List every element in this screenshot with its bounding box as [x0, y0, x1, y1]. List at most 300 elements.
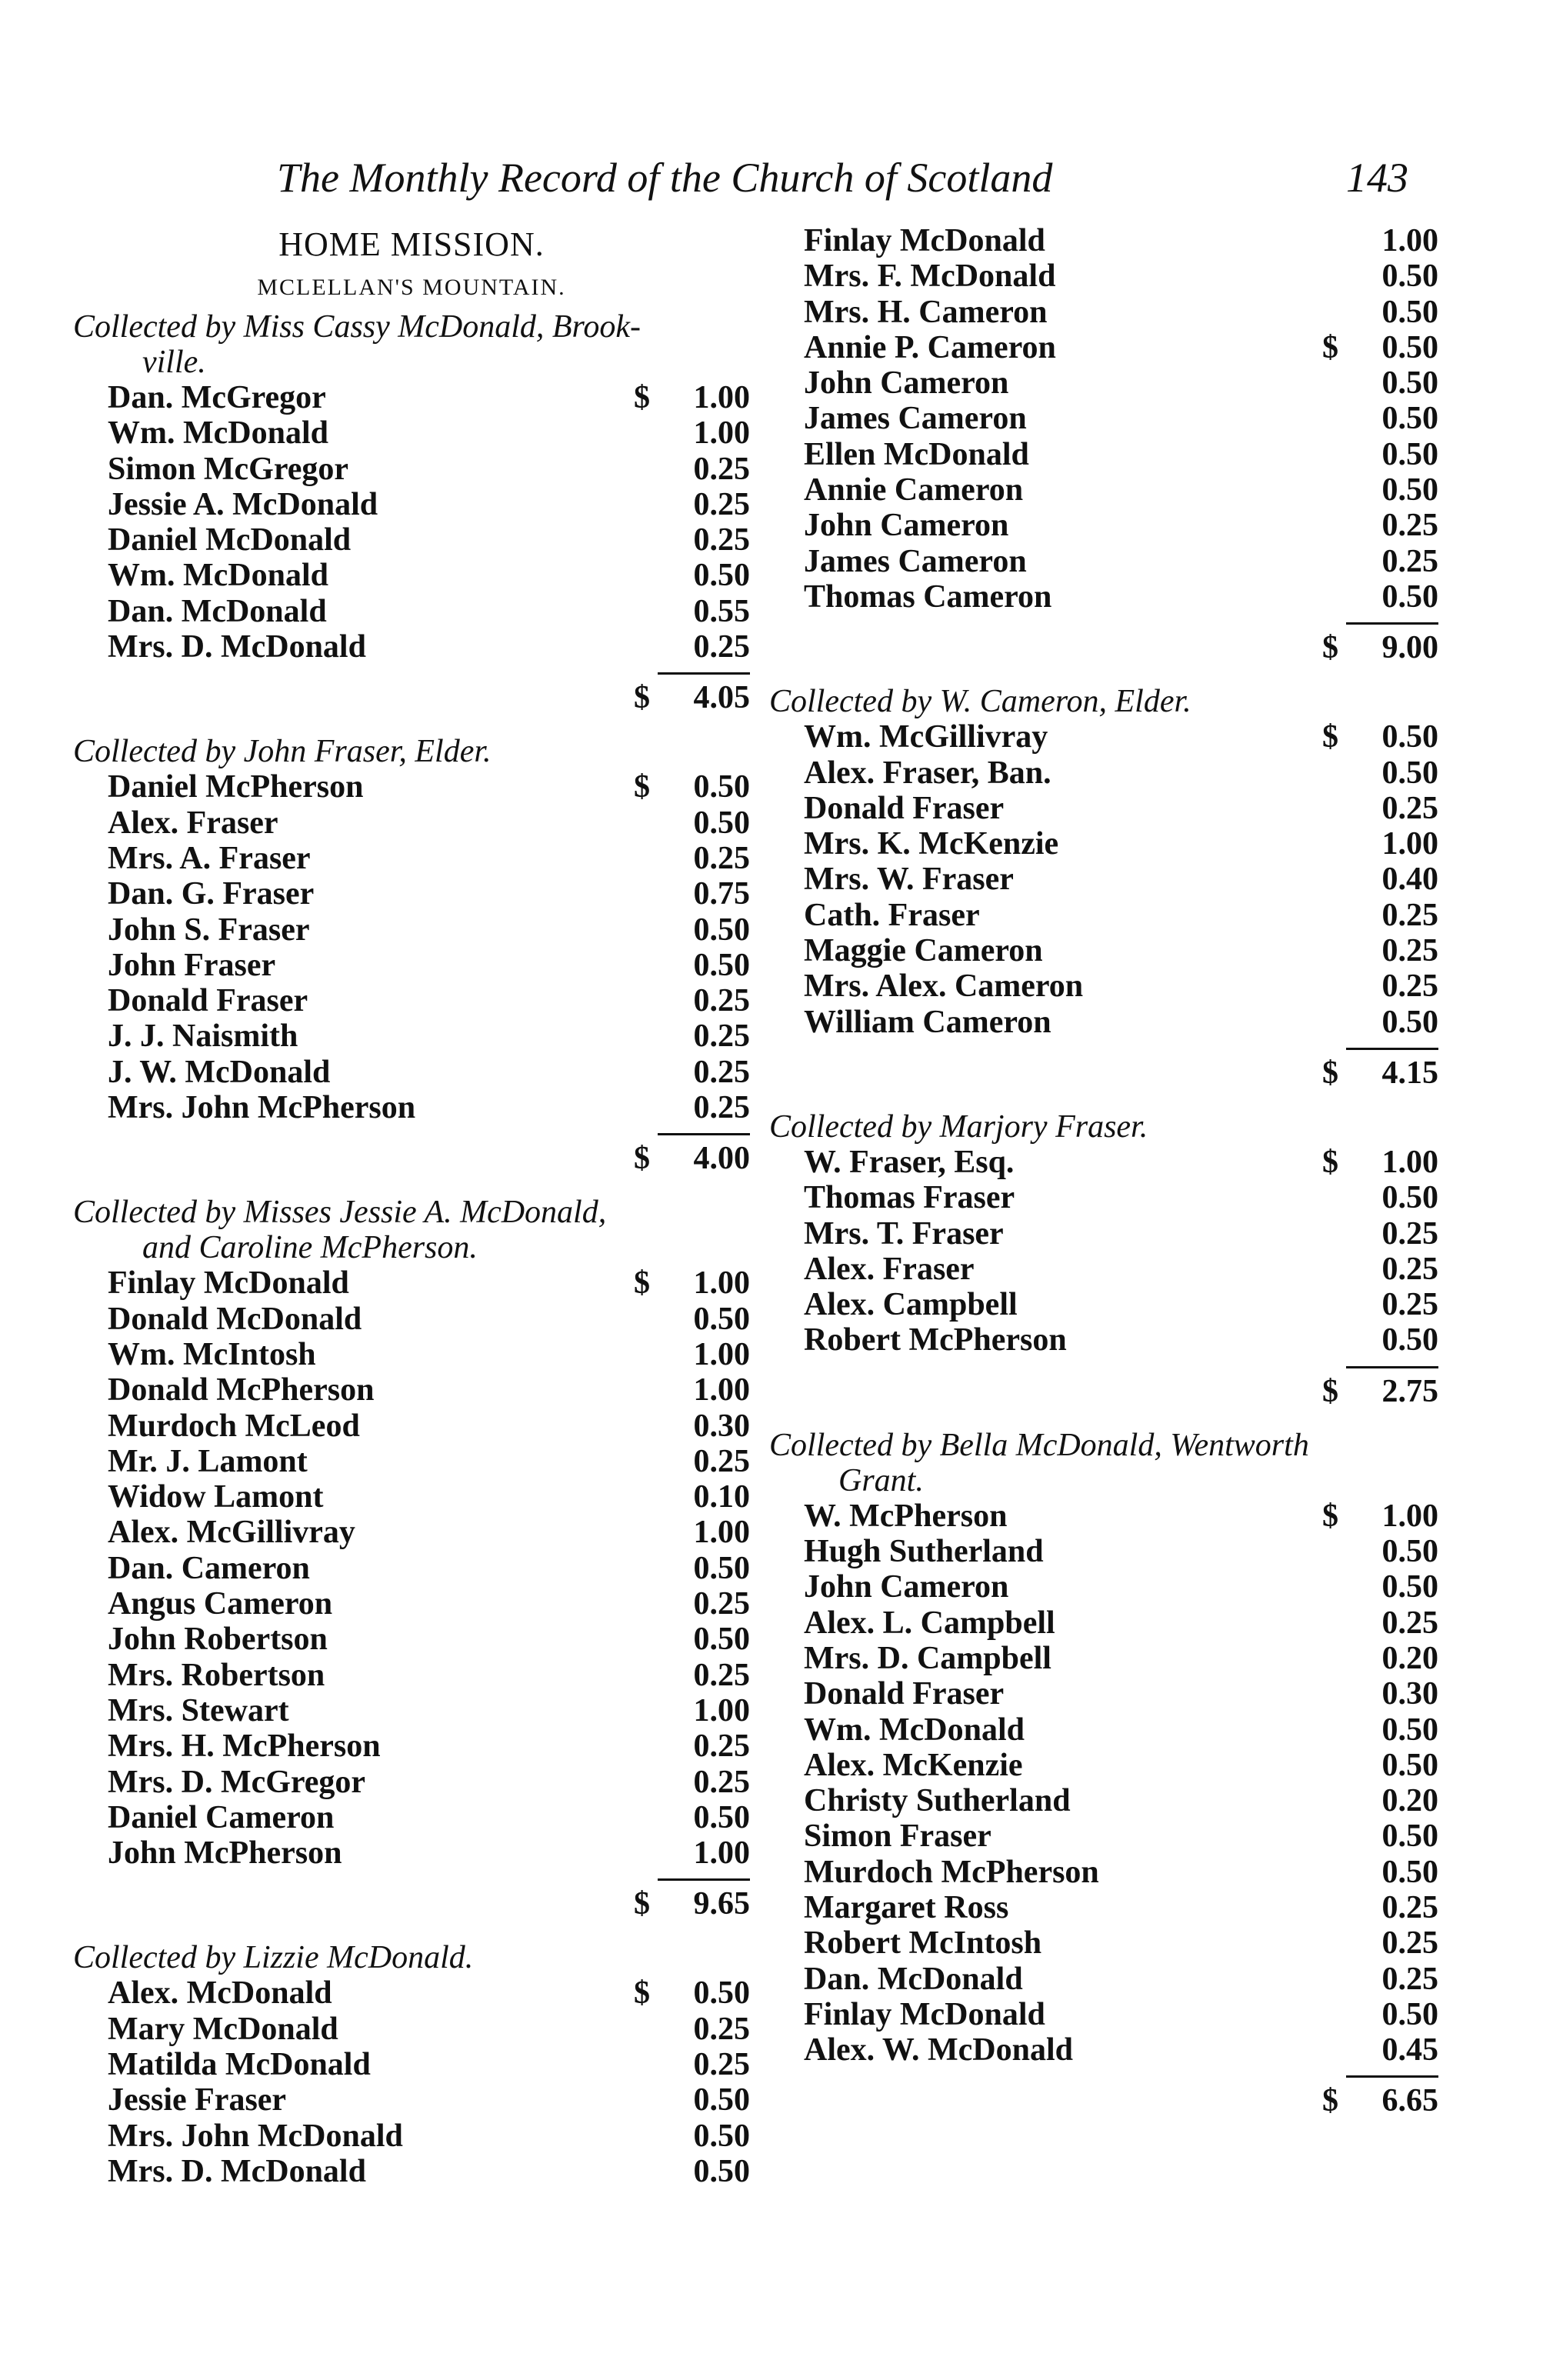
contribution-row	[73, 2118, 750, 2154]
contribution-amount: 0.25	[1381, 1961, 1438, 1997]
contribution-row	[73, 1835, 750, 1871]
contribution-amount: 0.25	[1381, 1215, 1438, 1252]
contribution-row	[769, 330, 1438, 365]
contributor-name: Annie Cameron	[804, 472, 1024, 508]
dollar-sign: $	[634, 1265, 650, 1302]
contributor-name: Christy Sutherland	[804, 1783, 1071, 1819]
collection-group	[73, 734, 750, 1195]
contribution-row	[769, 1498, 1438, 1534]
contribution-row	[769, 544, 1438, 579]
contributor-name: Mr. J. Lamont	[108, 1443, 308, 1479]
contributor-name: Mrs. A. Fraser	[108, 840, 311, 876]
contribution-amount: 1.00	[693, 415, 750, 452]
contribution-row	[769, 1962, 1438, 1997]
contributor-name: James Cameron	[804, 401, 1027, 437]
contributor-name: Mrs. Stewart	[108, 1692, 289, 1728]
contribution-row	[769, 968, 1438, 1004]
contribution-amount: 1.00	[1381, 1144, 1438, 1180]
contribution-amount: 0.50	[693, 558, 750, 594]
contribution-row	[769, 1855, 1438, 1890]
contributor-name: Jessie A. McDonald	[108, 486, 378, 522]
contributor-name: Thomas Cameron	[804, 578, 1052, 615]
total-rule	[73, 1871, 750, 1886]
contributor-name: Maggie Cameron	[804, 933, 1043, 969]
contribution-row	[73, 2047, 750, 2082]
group-total-row	[73, 1886, 750, 1922]
contribution-row	[769, 1748, 1438, 1783]
group-total-row	[769, 630, 1438, 665]
contribution-amount: 0.25	[693, 1764, 750, 1800]
contribution-row	[73, 1479, 750, 1515]
contribution-row	[73, 629, 750, 665]
contributor-name: Robert McIntosh	[804, 1925, 1042, 1962]
contribution-row	[769, 1534, 1438, 1569]
dollar-sign: $	[634, 680, 650, 716]
contribution-amount: 0.50	[1381, 294, 1438, 330]
contributor-name: John Cameron	[804, 508, 1009, 544]
contributor-name: Dan. Cameron	[108, 1550, 310, 1586]
contribution-row	[73, 2082, 750, 2118]
contribution-row	[73, 1800, 750, 1835]
group-spacer	[73, 1922, 750, 1940]
contributor-name: Wm. McDonald	[804, 1712, 1025, 1748]
contribution-row	[73, 1444, 750, 1479]
contribution-amount: 0.50	[693, 769, 750, 805]
contribution-amount: 0.50	[693, 1301, 750, 1337]
contribution-amount: 0.50	[1381, 1712, 1438, 1748]
contributor-name: J. J. Naismith	[108, 1018, 298, 1055]
contribution-amount: 0.50	[1381, 1747, 1438, 1783]
dollar-sign: $	[634, 1886, 650, 1922]
contribution-amount: 0.30	[693, 1408, 750, 1444]
contribution-amount: 0.25	[1381, 1287, 1438, 1323]
contribution-row	[73, 1586, 750, 1622]
contribution-row	[769, 1569, 1438, 1605]
collector-line: Grant.	[838, 1462, 924, 1498]
group-spacer	[769, 665, 1438, 684]
contribution-row	[769, 472, 1438, 508]
contribution-amount: 1.00	[693, 1265, 750, 1302]
contribution-amount: 0.25	[693, 522, 750, 558]
contribution-amount: 0.25	[693, 629, 750, 665]
contribution-row	[73, 1658, 750, 1693]
contribution-amount: 1.00	[1381, 223, 1438, 258]
contributor-name: Robert McPherson	[804, 1322, 1067, 1358]
dollar-sign: $	[634, 1141, 650, 1177]
contributor-name: Mrs. H. Cameron	[804, 294, 1048, 330]
contribution-row	[769, 1890, 1438, 1925]
contribution-row	[769, 1322, 1438, 1358]
left-collections	[73, 309, 750, 2208]
contributor-name: Alex. Fraser	[804, 1251, 975, 1287]
contribution-row	[769, 1145, 1438, 1180]
dollar-sign: $	[1322, 630, 1338, 666]
contributor-name: Dan. McDonald	[804, 1961, 1023, 1997]
contribution-amount: 1.00	[693, 1372, 750, 1408]
contribution-row	[73, 1551, 750, 1586]
contributor-name: Alex. McGillivray	[108, 1515, 355, 1551]
contributor-name: Thomas Fraser	[804, 1180, 1015, 1216]
contribution-amount: 0.25	[693, 983, 750, 1019]
contributor-name: Mrs. W. Fraser	[804, 862, 1014, 898]
contributor-name: Alex. McKenzie	[804, 1747, 1023, 1783]
collection-group	[769, 1428, 1438, 2138]
contribution-amount: 0.25	[693, 2011, 750, 2047]
group-total-row	[769, 2083, 1438, 2118]
contributor-name: James Cameron	[804, 543, 1027, 579]
contribution-row	[73, 1265, 750, 1301]
contribution-amount: 0.50	[1381, 1996, 1438, 2032]
contributor-name: Wm. McDonald	[108, 558, 328, 594]
contribution-amount: 0.25	[1381, 1605, 1438, 1641]
contribution-amount: 0.75	[693, 876, 750, 912]
contribution-row	[769, 437, 1438, 472]
contribution-amount: 1.00	[693, 380, 750, 415]
group-spacer	[769, 1091, 1438, 1109]
contributor-name: Donald Fraser	[804, 790, 1005, 826]
contributor-name: Mrs. Robertson	[108, 1657, 325, 1693]
contributor-name: Murdoch McLeod	[108, 1408, 360, 1444]
contributor-name: Finlay McDonald	[108, 1265, 349, 1302]
contribution-amount: 0.25	[1381, 543, 1438, 579]
group-spacer	[769, 1409, 1438, 1428]
group-total-row	[769, 1055, 1438, 1091]
contribution-row	[769, 1005, 1438, 1040]
contributor-name: Alex. Fraser	[108, 805, 278, 841]
contribution-row	[769, 1252, 1438, 1287]
collection-group	[769, 1109, 1438, 1428]
contributor-name: John S. Fraser	[108, 912, 310, 948]
contribution-amount: 1.00	[1381, 1498, 1438, 1534]
contributor-name: Dan. G. Fraser	[108, 876, 315, 912]
contribution-amount: 0.25	[1381, 1925, 1438, 1962]
page-number: 143	[1346, 155, 1408, 201]
contribution-row	[73, 1515, 750, 1550]
contribution-row	[769, 1818, 1438, 1854]
right-column	[769, 223, 1438, 2137]
group-spacer	[769, 2118, 1438, 2137]
collection-group	[73, 1195, 750, 1940]
contribution-amount: 0.45	[1381, 2032, 1438, 2068]
group-total-row	[769, 1374, 1438, 1409]
contribution-amount: 1.00	[693, 1336, 750, 1372]
dollar-sign: $	[1322, 329, 1338, 365]
contributor-name: Finlay McDonald	[804, 223, 1045, 258]
contribution-row	[73, 452, 750, 487]
contribution-amount: 0.25	[1381, 897, 1438, 933]
contribution-row	[769, 1287, 1438, 1322]
dollar-sign: $	[1322, 1144, 1338, 1180]
contributor-name: Daniel Cameron	[108, 1799, 335, 1835]
contribution-row	[73, 594, 750, 629]
contribution-row	[73, 487, 750, 522]
total-rule	[769, 2068, 1438, 2083]
contribution-row	[769, 365, 1438, 401]
contributor-name: John Cameron	[804, 1569, 1009, 1605]
contribution-amount: 0.25	[693, 1586, 750, 1622]
contribution-amount: 0.50	[1381, 1322, 1438, 1358]
contributor-name: Wm. McGillivray	[804, 719, 1048, 755]
contribution-row	[73, 1975, 750, 2011]
contribution-amount: 0.50	[1381, 1180, 1438, 1216]
contribution-row	[73, 1728, 750, 1764]
contribution-amount: 1.00	[693, 1692, 750, 1728]
contribution-amount: 0.50	[1381, 1004, 1438, 1040]
group-spacer	[73, 715, 750, 734]
contributor-name: Widow Lamont	[108, 1479, 324, 1515]
contributor-name: Angus Cameron	[108, 1586, 333, 1622]
contribution-row	[73, 912, 750, 948]
contribution-row	[73, 1372, 750, 1408]
contributor-name: Simon Fraser	[804, 1818, 991, 1855]
contribution-amount: 0.20	[1381, 1783, 1438, 1819]
collector-line: ville.	[142, 345, 206, 380]
dollar-sign: $	[1322, 1373, 1338, 1409]
contribution-amount: 0.50	[1381, 401, 1438, 437]
contribution-row	[73, 841, 750, 876]
contribution-row	[73, 1302, 750, 1337]
contribution-amount: 0.50	[693, 912, 750, 948]
group-total: 4.05	[693, 680, 750, 716]
contributor-name: Dan. McDonald	[108, 593, 327, 629]
contributor-name: Donald McPherson	[108, 1372, 375, 1408]
contribution-row	[73, 876, 750, 912]
contribution-row	[769, 295, 1438, 330]
group-total-row	[73, 680, 750, 715]
contribution-amount: 0.25	[693, 1657, 750, 1693]
dollar-sign: $	[634, 1975, 650, 2012]
contribution-row	[73, 1408, 750, 1444]
contributor-name: Daniel McDonald	[108, 522, 352, 558]
contribution-amount: 0.25	[1381, 1251, 1438, 1287]
right-collections	[769, 223, 1438, 2137]
contributor-name: Donald McDonald	[108, 1301, 362, 1337]
contribution-amount: 0.50	[1381, 365, 1438, 402]
group-total: 4.00	[693, 1141, 750, 1177]
contributor-name: Mrs. Alex. Cameron	[804, 968, 1084, 1005]
contribution-row	[769, 1712, 1438, 1748]
contribution-row	[769, 1997, 1438, 2032]
contributor-name: John McPherson	[108, 1835, 342, 1872]
contribution-row	[73, 1055, 750, 1090]
contributor-name: John Robertson	[108, 1622, 328, 1658]
contributor-name: Mrs. T. Fraser	[804, 1215, 1004, 1252]
contributor-name: Margaret Ross	[804, 1889, 1009, 1925]
contribution-row	[769, 579, 1438, 615]
contribution-row	[73, 380, 750, 415]
contribution-amount: 0.50	[693, 2118, 750, 2154]
contribution-amount: 0.25	[1381, 508, 1438, 544]
contributor-name: Daniel McPherson	[108, 769, 364, 805]
contribution-row	[769, 1641, 1438, 1676]
contribution-row	[769, 933, 1438, 968]
collector-line: Collected by Miss Cassy McDonald, Brook-	[73, 309, 641, 345]
dollar-sign: $	[634, 380, 650, 415]
running-title: The Monthly Record of the Church of Scotland	[277, 155, 1053, 201]
contribution-row	[769, 826, 1438, 862]
contributor-name: Mrs. D. Campbell	[804, 1640, 1051, 1676]
contribution-amount: 0.50	[1381, 719, 1438, 755]
contribution-amount: 0.25	[1381, 933, 1438, 969]
contributor-name: Mary McDonald	[108, 2011, 338, 2047]
contribution-row	[769, 1783, 1438, 1818]
contribution-amount: 0.20	[1381, 1640, 1438, 1676]
group-total-row	[73, 1141, 750, 1176]
contributor-name: Mrs. H. McPherson	[108, 1728, 381, 1765]
total-rule	[73, 665, 750, 680]
contributor-name: Alex. Campbell	[804, 1287, 1018, 1323]
contribution-row	[73, 2154, 750, 2189]
contribution-amount: 0.50	[1381, 1854, 1438, 1890]
contribution-amount: 0.25	[1381, 968, 1438, 1005]
contributor-name: Finlay McDonald	[804, 1996, 1045, 2032]
contribution-row	[769, 223, 1438, 258]
contribution-row	[73, 1765, 750, 1800]
contributor-name: Cath. Fraser	[804, 897, 980, 933]
collection-group	[73, 309, 750, 734]
total-rule	[769, 1040, 1438, 1055]
collector-line: Collected by W. Cameron, Elder.	[769, 684, 1191, 720]
group-total: 4.15	[1381, 1055, 1438, 1091]
dollar-sign: $	[1322, 1498, 1338, 1534]
contribution-amount: 0.50	[1381, 1569, 1438, 1605]
contribution-amount: 0.50	[1381, 472, 1438, 508]
dollar-sign: $	[1322, 2083, 1338, 2119]
contribution-amount: 0.50	[1381, 258, 1438, 295]
contribution-row	[73, 948, 750, 983]
collection-group	[769, 223, 1438, 684]
contribution-row	[769, 258, 1438, 294]
contributor-name: Mrs. John McDonald	[108, 2118, 403, 2154]
contributor-name: Mrs. F. McDonald	[804, 258, 1056, 295]
contributor-name: Mrs. D. McGregor	[108, 1764, 366, 1800]
contribution-amount: 0.50	[1381, 1534, 1438, 1570]
left-column	[73, 223, 750, 2208]
contribution-amount: 0.50	[693, 1799, 750, 1835]
contribution-amount: 0.50	[1381, 436, 1438, 472]
contribution-row	[73, 522, 750, 558]
contribution-amount: 0.25	[1381, 1889, 1438, 1925]
contribution-row	[73, 1337, 750, 1372]
contributor-name: Wm. McDonald	[108, 415, 328, 452]
contributor-name: W. Fraser, Esq.	[804, 1144, 1015, 1180]
contribution-row	[769, 755, 1438, 791]
contribution-amount: 0.10	[693, 1479, 750, 1515]
collection-group	[769, 684, 1438, 1109]
contribution-row	[73, 769, 750, 805]
contribution-row	[73, 1090, 750, 1125]
group-spacer	[73, 2189, 750, 2208]
contributor-name: Jessie Fraser	[108, 2082, 287, 2118]
contributor-name: Alex. Fraser, Ban.	[804, 755, 1051, 791]
contribution-amount: 0.50	[1381, 329, 1438, 365]
total-rule	[73, 1125, 750, 1141]
contributor-name: Wm. McIntosh	[108, 1336, 316, 1372]
dollar-sign: $	[634, 769, 650, 805]
contributor-name: Mrs. John McPherson	[108, 1090, 416, 1126]
collection-group	[73, 1940, 750, 2208]
collector-line: Collected by Marjory Fraser.	[769, 1108, 1148, 1145]
contribution-row	[769, 2032, 1438, 2068]
contributor-name: Donald Fraser	[804, 1676, 1005, 1712]
contributor-name: Alex. W. McDonald	[804, 2032, 1074, 2068]
contribution-amount: 1.00	[693, 1515, 750, 1551]
contribution-amount: 0.50	[693, 805, 750, 841]
contribution-amount: 0.30	[1381, 1676, 1438, 1712]
group-spacer	[73, 1176, 750, 1195]
collector-line: Collected by Lizzie McDonald.	[73, 1940, 474, 1976]
contribution-row	[769, 1676, 1438, 1712]
contributor-name: Matilda McDonald	[108, 2046, 371, 2082]
contribution-row	[769, 1216, 1438, 1252]
collector-line: Collected by Bella McDonald, Wentworth	[769, 1427, 1309, 1463]
contribution-amount: 0.50	[693, 1550, 750, 1586]
total-rule	[769, 615, 1438, 630]
contribution-amount: 0.50	[693, 1975, 750, 2012]
contributor-name: Donald Fraser	[108, 983, 308, 1019]
contribution-row	[769, 1605, 1438, 1641]
contribution-amount: 0.50	[693, 2082, 750, 2118]
contributor-name: Simon McGregor	[108, 451, 348, 487]
contribution-row	[73, 415, 750, 451]
contribution-amount: 0.40	[1381, 862, 1438, 898]
contribution-row	[769, 719, 1438, 755]
contributor-name: William Cameron	[804, 1004, 1051, 1040]
contribution-amount: 0.25	[693, 1443, 750, 1479]
contributor-name: Alex. McDonald	[108, 1975, 332, 2012]
contributor-name: John Fraser	[108, 947, 276, 983]
contribution-row	[769, 401, 1438, 436]
contribution-amount: 0.25	[693, 1728, 750, 1765]
contribution-row	[769, 791, 1438, 826]
contributor-name: Dan. McGregor	[108, 380, 326, 415]
contribution-row	[769, 898, 1438, 933]
contribution-amount: 1.00	[1381, 826, 1438, 862]
contributor-name: Mrs. D. McDonald	[108, 629, 366, 665]
collector-line: and Caroline McPherson.	[142, 1230, 478, 1266]
contribution-amount: 0.50	[1381, 578, 1438, 615]
collector-line: Collected by Misses Jessie A. McDonald,	[73, 1195, 607, 1231]
contributor-name: Alex. L. Campbell	[804, 1605, 1055, 1641]
contribution-row	[73, 805, 750, 841]
contribution-amount: 0.25	[693, 451, 750, 487]
contributor-name: Hugh Sutherland	[804, 1534, 1044, 1570]
contributor-name: Ellen McDonald	[804, 436, 1029, 472]
contribution-row	[73, 1018, 750, 1054]
total-rule	[769, 1358, 1438, 1374]
section-heading: HOME MISSION.	[278, 225, 545, 263]
group-total: 6.65	[1381, 2083, 1438, 2119]
group-total: 9.00	[1381, 630, 1438, 666]
contribution-amount: 1.00	[693, 1835, 750, 1872]
contribution-row	[769, 1925, 1438, 1961]
contribution-row	[769, 862, 1438, 897]
dollar-sign: $	[1322, 719, 1338, 755]
contributor-name: W. McPherson	[804, 1498, 1008, 1534]
contribution-amount: 0.25	[693, 2046, 750, 2082]
contribution-amount: 0.50	[693, 947, 750, 983]
contribution-row	[769, 1180, 1438, 1215]
contribution-amount: 0.25	[1381, 790, 1438, 826]
contribution-row	[73, 558, 750, 593]
contribution-row	[73, 2012, 750, 2047]
contributor-name: Mrs. D. McDonald	[108, 2153, 366, 2189]
contribution-row	[73, 1622, 750, 1657]
dollar-sign: $	[1322, 1055, 1338, 1091]
section-subheading: MCLELLAN'S MOUNTAIN.	[257, 275, 566, 300]
contributor-name: John Cameron	[804, 365, 1009, 402]
collector-line: Collected by John Fraser, Elder.	[73, 734, 492, 770]
